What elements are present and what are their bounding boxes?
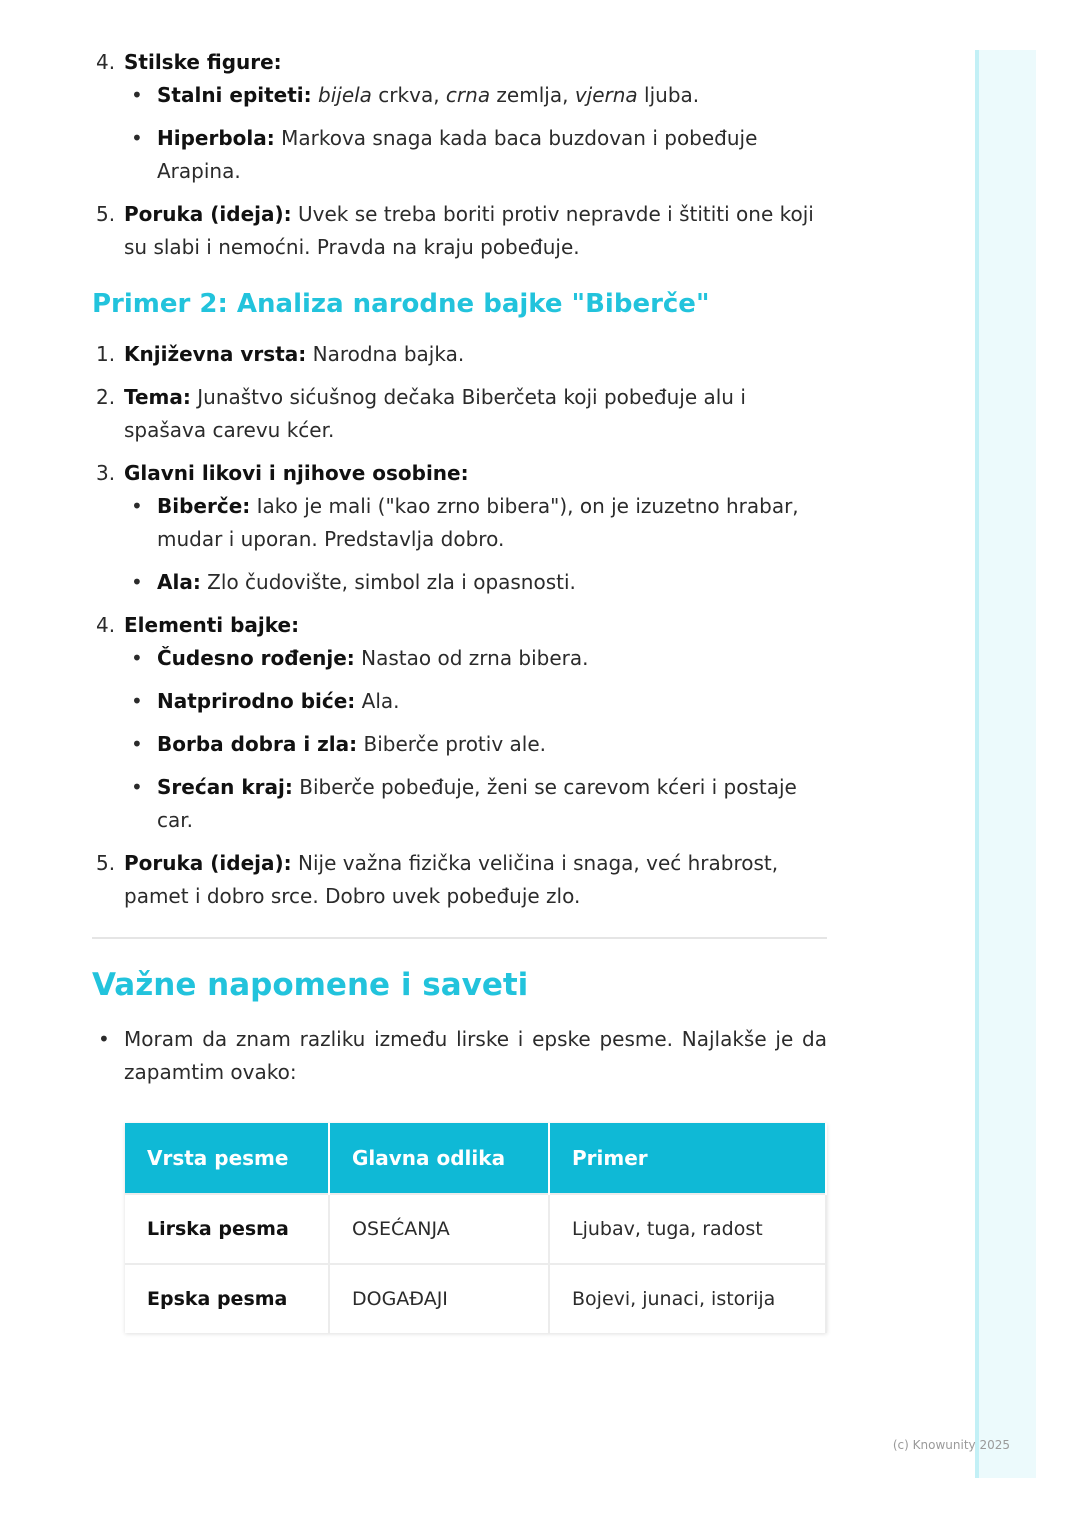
side-decoration-bar xyxy=(975,50,1036,1478)
list-item xyxy=(124,685,827,718)
list-item xyxy=(92,338,827,371)
bullet-icon: • xyxy=(131,689,143,713)
item-label: Čudesno rođenje: xyxy=(157,646,355,670)
list-item xyxy=(124,79,827,112)
item-text: Narodna bajka. xyxy=(306,342,465,366)
bullet-icon: • xyxy=(131,775,143,799)
bullet-icon: • xyxy=(98,1027,110,1051)
item-text: Nije važna fizička veličina i snaga, već hrabrost, pamet i dobro srce. Dobro uvek pobeđuje zlo. xyxy=(124,851,779,908)
epitet-word: bijela xyxy=(318,83,372,107)
item-label: Biberče: xyxy=(157,494,251,518)
analysis-list-primer2 xyxy=(92,338,827,913)
item-text: Markova snaga kada baca buzdovan i pobeđuje Arapina. xyxy=(157,126,758,183)
item-text: Biberče protiv ale. xyxy=(357,732,546,756)
list-item xyxy=(124,490,827,556)
table-header-cell: Glavna odlika xyxy=(329,1123,549,1194)
list-item xyxy=(92,847,827,913)
tip-text: Moram da znam razliku između lirske i epske pesme. Najlakše je da zapamtim ovako: xyxy=(124,1027,827,1084)
item-label: Hiperbola: xyxy=(157,126,275,150)
list-item xyxy=(124,771,827,837)
text-fragment: zemlja, xyxy=(490,83,575,107)
item-label: Književna vrsta: xyxy=(124,342,307,366)
item-number: 2. xyxy=(96,385,116,409)
table-cell: Lirska pesma xyxy=(125,1194,329,1264)
item-label: Stalni epiteti: xyxy=(157,83,312,107)
table-cell: Epska pesma xyxy=(125,1264,329,1333)
item-number: 5. xyxy=(96,851,116,875)
table-cell: Bojevi, junaci, istorija xyxy=(549,1264,826,1333)
epitet-word: crna xyxy=(445,83,491,107)
item-number: 3. xyxy=(96,461,116,485)
section-heading: Primer 2: Analiza narodne bajke "Biberče" xyxy=(92,289,710,319)
table-header-cell: Primer xyxy=(549,1123,826,1194)
epiteti-text xyxy=(318,83,699,107)
item-text: Ala. xyxy=(355,689,400,713)
item-label: Glavni likovi i njihove osobine: xyxy=(124,461,469,485)
list-item xyxy=(92,46,827,188)
item-label: Stilske figure: xyxy=(124,50,282,74)
tip-bullet xyxy=(92,1023,827,1089)
bullet-icon: • xyxy=(131,494,143,518)
item-text: Zlo čudovište, simbol zla i opasnosti. xyxy=(200,570,576,594)
item-label: Srećan kraj: xyxy=(157,775,293,799)
item-text: Iako je mali ("kao zrno bibera"), on je izuzetno hrabar, mudar i uporan. Predstavlja dobro. xyxy=(157,494,799,551)
list-item xyxy=(92,198,827,264)
item-label: Tema: xyxy=(124,385,191,409)
sub-list xyxy=(124,79,827,188)
item-label: Elementi bajke: xyxy=(124,613,300,637)
table-header-cell: Vrsta pesme xyxy=(125,1123,329,1194)
list-item xyxy=(92,609,827,837)
bullet-icon: • xyxy=(131,83,143,107)
text-fragment: ljuba. xyxy=(637,83,700,107)
document-content xyxy=(92,46,827,1333)
item-number: 4. xyxy=(96,50,116,74)
table-cell: OSEĆANJA xyxy=(329,1194,549,1264)
item-label: Poruka (ideja): xyxy=(124,851,292,875)
copyright-footer: (c) Knowunity 2025 xyxy=(892,1438,1010,1452)
list-item xyxy=(124,122,827,188)
item-text: Uvek se treba boriti protiv nepravde i štititi one koji su slabi i nemoćni. Pravda na kraju pobeđuje. xyxy=(124,202,814,259)
item-text: Biberče pobeđuje, ženi se carevom kćeri i postaje car. xyxy=(157,775,797,832)
table-row xyxy=(125,1264,826,1333)
bullet-icon: • xyxy=(131,126,143,150)
item-number: 1. xyxy=(96,342,116,366)
bullet-icon: • xyxy=(131,732,143,756)
analysis-list-part1 xyxy=(92,46,827,264)
item-number: 5. xyxy=(96,202,116,226)
list-item xyxy=(124,566,827,599)
list-item xyxy=(92,457,827,599)
table-cell: Ljubav, tuga, radost xyxy=(549,1194,826,1264)
table-row xyxy=(125,1194,826,1264)
section-heading-main: Važne napomene i saveti xyxy=(92,967,529,1003)
table-cell: DOGAĐAJI xyxy=(329,1264,549,1333)
bullet-icon: • xyxy=(131,646,143,670)
list-item xyxy=(124,728,827,761)
text-fragment: crkva, xyxy=(371,83,446,107)
item-text: Junaštvo sićušnog dečaka Biberčeta koji pobeđuje alu i spašava carevu kćer. xyxy=(124,385,746,442)
item-label: Natprirodno biće: xyxy=(157,689,356,713)
item-label: Poruka (ideja): xyxy=(124,202,292,226)
comparison-table xyxy=(125,1123,827,1333)
item-text: Nastao od zrna bibera. xyxy=(354,646,589,670)
section-divider xyxy=(92,937,827,939)
epitet-word: vjerna xyxy=(574,83,638,107)
list-item xyxy=(124,642,827,675)
item-label: Ala: xyxy=(157,570,201,594)
item-label: Borba dobra i zla: xyxy=(157,732,358,756)
table-header-row xyxy=(125,1123,826,1194)
sub-list xyxy=(124,490,827,599)
sub-list xyxy=(124,642,827,837)
list-item xyxy=(92,381,827,447)
bullet-icon: • xyxy=(131,570,143,594)
item-number: 4. xyxy=(96,613,116,637)
